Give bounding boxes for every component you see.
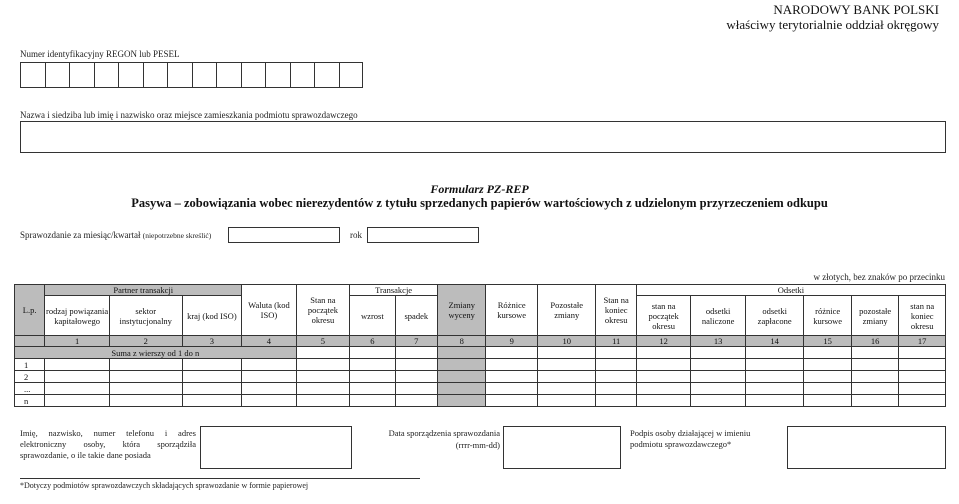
table-cell-disabled xyxy=(438,359,486,371)
table-cell[interactable] xyxy=(45,371,110,383)
regon-digit-cell[interactable] xyxy=(20,62,45,88)
table-cell[interactable] xyxy=(537,347,596,359)
table-cell[interactable] xyxy=(899,395,946,407)
table-cell[interactable] xyxy=(745,371,804,383)
table-cell[interactable] xyxy=(851,395,898,407)
table-cell[interactable] xyxy=(109,359,182,371)
table-cell[interactable] xyxy=(395,347,437,359)
table-cell[interactable] xyxy=(45,395,110,407)
column-number: 10 xyxy=(537,336,596,347)
row-number: n xyxy=(15,395,45,407)
table-cell[interactable] xyxy=(804,395,851,407)
signature-label: Podpis osoby działającej w imieniu podmiotu sprawozdawczego* xyxy=(630,428,751,449)
header-zmiany-wyceny: Zmiany wyceny xyxy=(438,285,486,336)
table-cell[interactable] xyxy=(636,359,691,371)
table-cell[interactable] xyxy=(296,383,350,395)
regon-digit-cell[interactable] xyxy=(167,62,192,88)
header-ods-roznice: różnice kursowe xyxy=(804,296,851,336)
column-number: 17 xyxy=(899,336,946,347)
table-cell[interactable] xyxy=(486,395,537,407)
column-number-row xyxy=(15,336,946,347)
table-cell[interactable] xyxy=(242,383,297,395)
table-cell[interactable] xyxy=(350,371,395,383)
table-cell[interactable] xyxy=(745,347,804,359)
period-label-wrap xyxy=(20,230,211,240)
table-cell[interactable] xyxy=(242,359,297,371)
header-ods-stan-pocz: stan na początek okresu xyxy=(636,296,691,336)
column-number: 5 xyxy=(296,336,350,347)
data-rows xyxy=(15,359,946,407)
table-cell[interactable] xyxy=(537,383,596,395)
table-row xyxy=(15,359,946,371)
footnote-rule xyxy=(20,478,420,479)
regon-digit-cell[interactable] xyxy=(339,62,364,88)
header-stan-koniec: Stan na koniec okresu xyxy=(596,285,636,336)
table-cell[interactable] xyxy=(537,359,596,371)
header-partner-sektor: sektor instytucjonalny xyxy=(109,296,182,336)
table-cell[interactable] xyxy=(691,383,746,395)
regon-digit-cell[interactable] xyxy=(118,62,143,88)
table-cell[interactable] xyxy=(486,359,537,371)
table-cell[interactable] xyxy=(182,371,242,383)
report-table xyxy=(14,284,946,407)
table-cell[interactable] xyxy=(899,371,946,383)
regon-label: Numer identyfikacyjny REGON lub PESEL xyxy=(20,49,180,59)
table-cell[interactable] xyxy=(182,395,242,407)
table-cell[interactable] xyxy=(804,371,851,383)
table-cell[interactable] xyxy=(851,383,898,395)
table-cell[interactable] xyxy=(350,383,395,395)
regon-field[interactable] xyxy=(20,62,363,88)
row-number: 1 xyxy=(15,359,45,371)
table-cell[interactable] xyxy=(537,371,596,383)
form-title: Formularz PZ-REP xyxy=(430,182,529,196)
branch-name: właściwy terytorialnie oddział okręgowy xyxy=(726,17,939,32)
regon-digit-cell[interactable] xyxy=(265,62,290,88)
header-odsetki: Odsetki xyxy=(636,285,945,296)
table-cell[interactable] xyxy=(109,371,182,383)
table-cell[interactable] xyxy=(596,371,636,383)
table-cell[interactable] xyxy=(851,371,898,383)
header-ods-stan-koniec: stan na koniec okresu xyxy=(899,296,946,336)
sum-row xyxy=(15,347,946,359)
column-number: 2 xyxy=(109,336,182,347)
column-number: 3 xyxy=(182,336,242,347)
footnote: *Dotyczy podmiotów sprawozdawczych składających sprawozdanie w formie papierowej xyxy=(20,481,309,490)
table-cell[interactable] xyxy=(242,395,297,407)
header-ods-pozostale: pozostałe zmiany xyxy=(851,296,898,336)
table-cell[interactable] xyxy=(350,395,395,407)
column-number: 6 xyxy=(350,336,395,347)
table-cell[interactable] xyxy=(296,395,350,407)
table-cell[interactable] xyxy=(350,347,395,359)
table-row xyxy=(15,371,946,383)
column-number: 7 xyxy=(395,336,437,347)
table-cell[interactable] xyxy=(899,383,946,395)
table-cell[interactable] xyxy=(296,371,350,383)
table-cell[interactable] xyxy=(395,395,437,407)
table-row xyxy=(15,395,946,407)
table-cell[interactable] xyxy=(899,359,946,371)
regon-digit-cell[interactable] xyxy=(94,62,119,88)
table-cell[interactable] xyxy=(691,347,746,359)
table-cell[interactable] xyxy=(242,371,297,383)
table-cell[interactable] xyxy=(395,359,437,371)
table-cell-disabled xyxy=(438,371,486,383)
table-cell[interactable] xyxy=(45,359,110,371)
table-cell[interactable] xyxy=(745,359,804,371)
contact-field[interactable] xyxy=(200,426,352,469)
table-cell[interactable] xyxy=(486,371,537,383)
regon-digit-cell[interactable] xyxy=(143,62,168,88)
sum-label: Suma z wierszy od 1 do n xyxy=(15,347,297,359)
column-number: 16 xyxy=(851,336,898,347)
header-ods-naliczone: odsetki naliczone xyxy=(691,296,746,336)
period-label-note: (niepotrzebne skreślić) xyxy=(142,231,212,240)
header-partner-kraj: kraj (kod ISO) xyxy=(182,296,242,336)
year-input[interactable] xyxy=(367,227,479,243)
table-cell[interactable] xyxy=(596,395,636,407)
table-cell[interactable] xyxy=(537,395,596,407)
table-cell[interactable] xyxy=(899,347,946,359)
table-cell[interactable] xyxy=(395,383,437,395)
column-number: 13 xyxy=(691,336,746,347)
date-field[interactable] xyxy=(503,426,621,469)
entity-name-field[interactable] xyxy=(20,121,946,153)
header-partner-rodzaj: rodzaj powiązania kapitałowego xyxy=(45,296,110,336)
table-cell[interactable] xyxy=(486,347,537,359)
column-number: 15 xyxy=(804,336,851,347)
signature-field[interactable] xyxy=(787,426,946,469)
table-cell[interactable] xyxy=(596,383,636,395)
table-cell[interactable] xyxy=(636,371,691,383)
table-cell-disabled xyxy=(438,383,486,395)
row-number: 2 xyxy=(15,371,45,383)
table-cell[interactable] xyxy=(182,359,242,371)
year-label: rok xyxy=(350,230,362,240)
header-wzrost: wzrost xyxy=(350,296,395,336)
column-number: 1 xyxy=(45,336,110,347)
table-cell[interactable] xyxy=(804,347,851,359)
table-cell[interactable] xyxy=(296,347,350,359)
table-cell[interactable] xyxy=(691,359,746,371)
table-cell[interactable] xyxy=(296,359,350,371)
table-cell[interactable] xyxy=(804,359,851,371)
column-number: 4 xyxy=(242,336,297,347)
column-number: 11 xyxy=(596,336,636,347)
column-number: 9 xyxy=(486,336,537,347)
table-cell[interactable] xyxy=(350,359,395,371)
regon-digit-cell[interactable] xyxy=(45,62,70,88)
header-ods-zaplacone: odsetki zapłacone xyxy=(745,296,804,336)
header-roznice-kursowe: Różnice kursowe xyxy=(486,285,537,336)
regon-digit-cell[interactable] xyxy=(192,62,217,88)
regon-digit-cell[interactable] xyxy=(314,62,339,88)
form-subtitle: Pasywa – zobowiązania wobec nierezydentów z tytułu sprzedanych papierów wartościowych z udzielonym przyrzeczeniem odkupu xyxy=(131,196,828,210)
header-pozostale-zmiany: Pozostałe zmiany xyxy=(537,285,596,336)
date-label: Data sporządzenia sprawozdania xyxy=(388,428,500,438)
bank-name: NARODOWY BANK POLSKI xyxy=(773,2,939,17)
entity-label: Nazwa i siedziba lub imię i nazwisko oraz miejsce zamieszkania podmiotu sprawozdawczego xyxy=(20,110,358,120)
table-cell[interactable] xyxy=(636,383,691,395)
table-cell[interactable] xyxy=(109,395,182,407)
regon-digit-cell[interactable] xyxy=(241,62,266,88)
unit-note: w złotych, bez znaków po przecinku xyxy=(813,272,945,282)
table-cell[interactable] xyxy=(804,383,851,395)
table-cell[interactable] xyxy=(745,395,804,407)
header-transakcje: Transakcje xyxy=(350,285,438,296)
table-cell[interactable] xyxy=(109,383,182,395)
table-cell[interactable] xyxy=(851,359,898,371)
column-number: 8 xyxy=(438,336,486,347)
header-stan-pocz: Stan na początek okresu xyxy=(296,285,350,336)
regon-digit-cell[interactable] xyxy=(216,62,241,88)
table-cell-disabled xyxy=(438,395,486,407)
table-cell[interactable] xyxy=(182,383,242,395)
table-cell[interactable] xyxy=(596,359,636,371)
table-cell-disabled xyxy=(438,347,486,359)
table-row xyxy=(15,383,946,395)
table-cell[interactable] xyxy=(395,371,437,383)
regon-digit-cell[interactable] xyxy=(290,62,315,88)
column-number: 14 xyxy=(745,336,804,347)
column-number: 12 xyxy=(636,336,691,347)
table-cell[interactable] xyxy=(691,371,746,383)
regon-digit-cell[interactable] xyxy=(69,62,94,88)
period-input[interactable] xyxy=(228,227,340,243)
table-cell[interactable] xyxy=(486,383,537,395)
header-lp: L.p. xyxy=(15,285,45,336)
table-cell[interactable] xyxy=(851,347,898,359)
table-cell[interactable] xyxy=(596,347,636,359)
table-cell[interactable] xyxy=(45,383,110,395)
column-number-blank xyxy=(15,336,45,347)
header-spadek: spadek xyxy=(395,296,437,336)
table-cell[interactable] xyxy=(636,347,691,359)
contact-label: Imię, nazwisko, numer telefonu i adres elektroniczny osoby, która sporządziła sprawozdanie, o ile takie dane posiada xyxy=(20,428,196,460)
table-cell[interactable] xyxy=(636,395,691,407)
date-format: (rrrr-mm-dd) xyxy=(455,440,500,450)
table-cell[interactable] xyxy=(745,383,804,395)
header-waluta: Waluta (kod ISO) xyxy=(242,285,297,336)
period-label: Sprawozdanie za miesiąc/kwartał xyxy=(20,230,141,240)
header-partner: Partner transakcji xyxy=(45,285,242,296)
table-cell[interactable] xyxy=(691,395,746,407)
row-number: ... xyxy=(15,383,45,395)
